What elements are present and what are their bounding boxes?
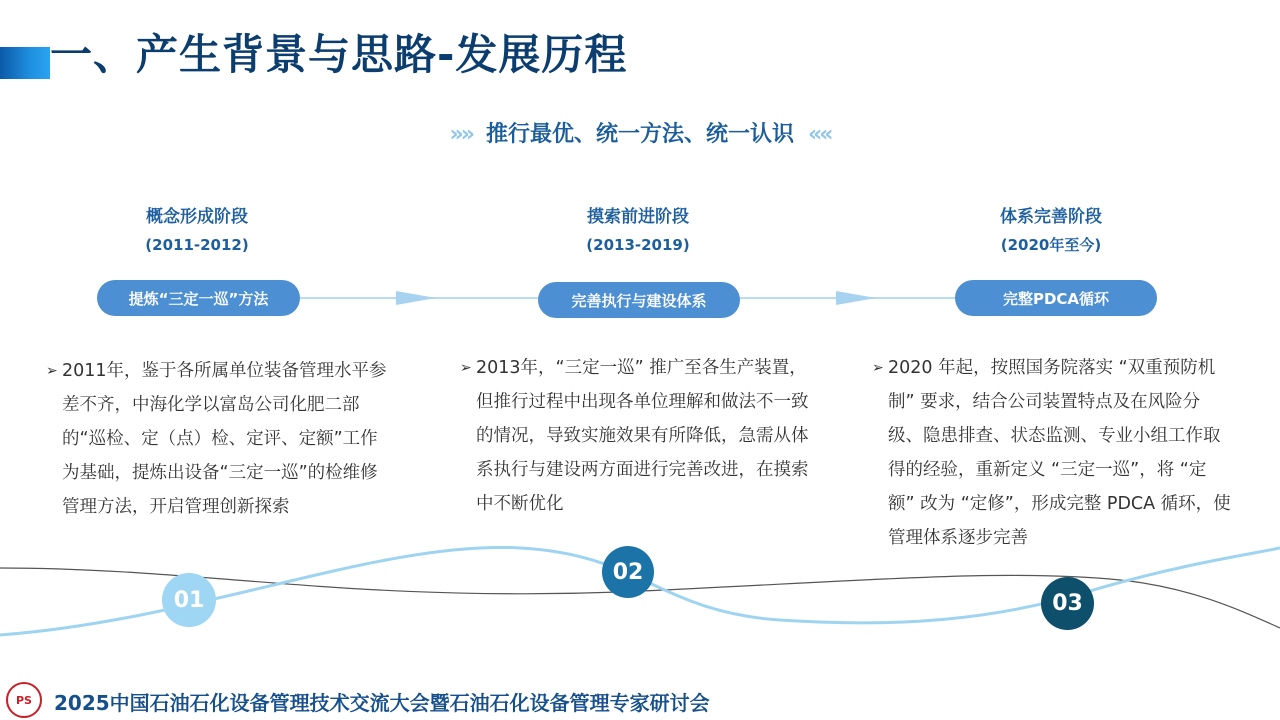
step-number-01: 01	[162, 573, 216, 627]
bullet-arrow-icon: ➢	[46, 363, 58, 379]
description-text: 2011年，鉴于各所属单位装备管理水平参差不齐，中海化学以富岛公司化肥二部的“巡检、定（点）检、定评、定额”工作为基础，提炼出设备“三定一巡”的检维修管理方法，开启管理创新探索	[62, 361, 387, 517]
stage-period: (2011-2012)	[145, 236, 249, 254]
step-number-02: 02	[602, 546, 654, 598]
footer-conference-name: 2025中国石油石化设备管理技术交流大会暨石油石化设备管理专家研讨会	[54, 691, 710, 715]
organization-logo: PS	[6, 682, 42, 718]
stage-period: (2013-2019)	[586, 236, 690, 254]
title-accent-bar	[0, 47, 50, 79]
stage-pill-3: 完整PDCA循环	[955, 280, 1157, 316]
stage-header-2	[508, 204, 768, 258]
stage-pill-2: 完善执行与建设体系	[538, 282, 740, 318]
arrow-right-icon	[396, 291, 436, 305]
description-text: 2020 年起，按照国务院落实 “双重预防机制” 要求，结合公司装置特点及在风险分级、隐患排查、状态监测、专业小组工作取得的经验，重新定义 “三定一巡”，将 “定额” 改为 “定修”，形成完整 PDCA 循环，使管理体系逐步完善	[888, 358, 1231, 548]
bullet-arrow-icon: ➢	[460, 360, 472, 376]
subtitle: 推行最优、统一方法、统一认识	[485, 122, 794, 147]
stage-description-1	[46, 354, 391, 524]
subtitle-row	[0, 118, 1280, 152]
description-text: 2013年，“三定一巡” 推广至各生产装置，但推行过程中出现各单位理解和做法不一致的情况，导致实施效果有所降低，急需从体系执行与建设两方面进行完善改进，在摸索中不断优化	[476, 358, 809, 514]
stage-description-2	[460, 351, 820, 521]
stage-header-1	[67, 204, 327, 258]
step-number-03: 03	[1041, 577, 1094, 630]
stage-pill-1: 提炼“三定一巡”方法	[97, 280, 300, 316]
page-title: 一、产生背景与思路-发展历程	[50, 30, 628, 79]
stage-name: 摸索前进阶段	[587, 207, 689, 227]
chevron-right-icon: »»	[449, 122, 472, 147]
stage-name: 体系完善阶段	[1000, 207, 1102, 227]
bullet-arrow-icon: ➢	[872, 360, 884, 376]
stage-name: 概念形成阶段	[146, 207, 248, 227]
arrow-right-icon	[836, 291, 876, 305]
stage-period: (2020年至今)	[1000, 236, 1102, 254]
chevron-left-icon: ««	[808, 122, 831, 147]
stage-header-3	[921, 204, 1181, 258]
